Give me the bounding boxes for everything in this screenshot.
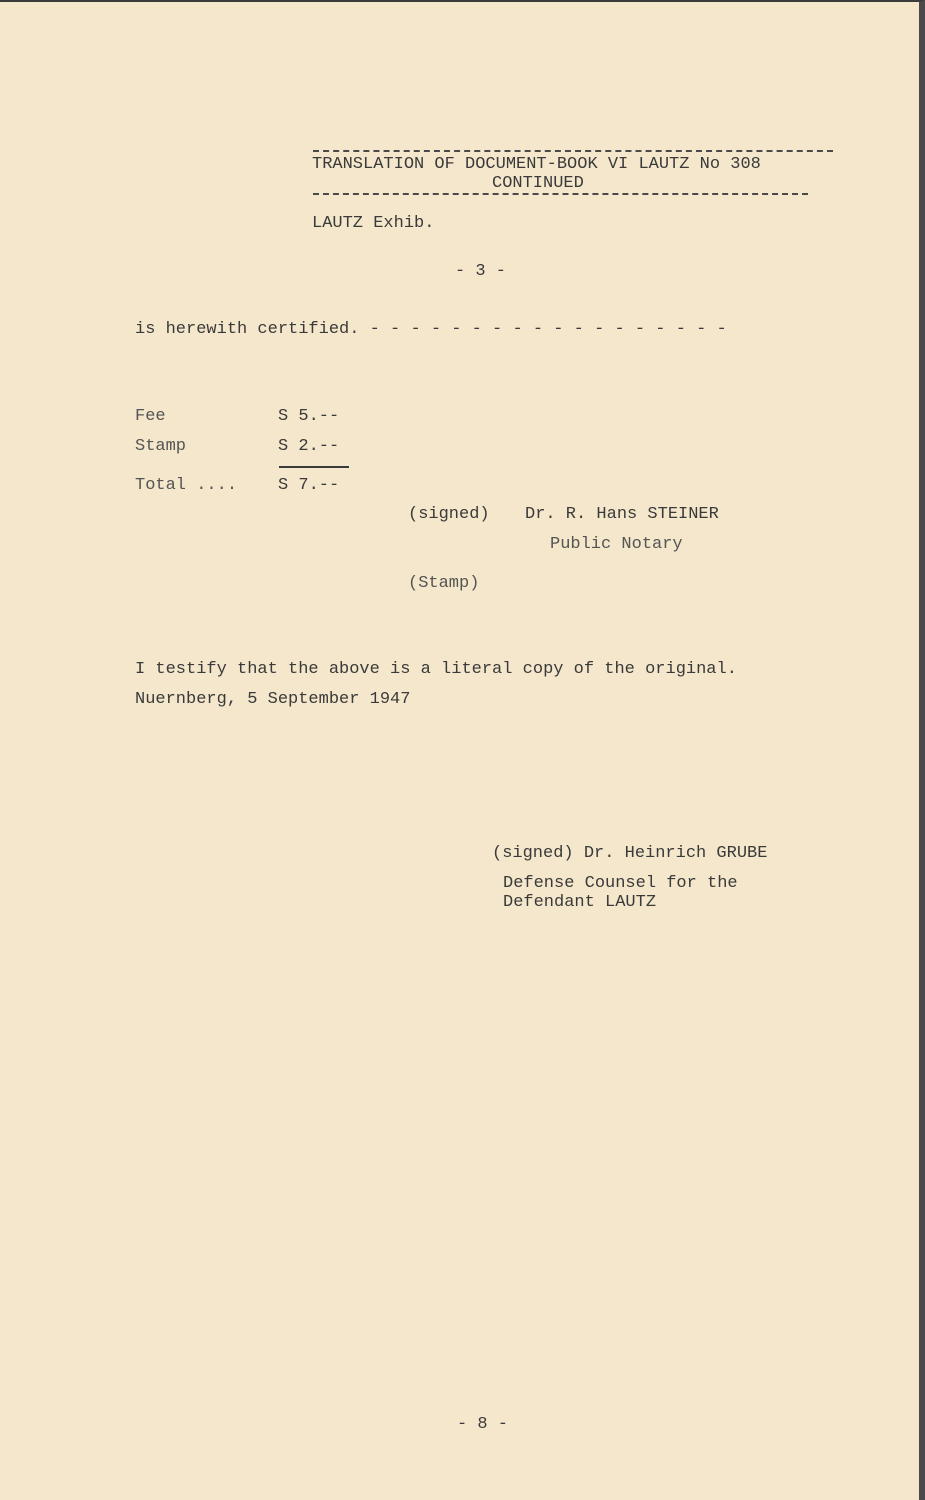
stamp-fee-label: Stamp [135,437,187,456]
exhibit-label: LAUTZ Exhib. [312,214,435,233]
certified-line: is herewith certified. - - - - - - - - - - - - - - - - - - [135,320,727,339]
stamp-fee-amount: S 2.-- [278,437,340,456]
place-date-line: Nuernberg, 5 September 1947 [135,690,411,709]
footer-page-number: - 8 - [457,1415,509,1434]
fee-amount: S 5.-- [278,407,340,426]
notary-signed-prefix: (signed) [408,505,490,524]
header-title-line1: TRANSLATION OF DOCUMENT-BOOK VI LAUTZ No 308 [312,155,761,174]
fee-label: Fee [135,407,166,426]
header-top-rule [313,150,833,152]
testify-line: I testify that the above is a literal copy of the original. [135,660,737,679]
counsel-signed-line: (signed) Dr. Heinrich GRUBE [492,844,768,863]
total-label: Total .... [135,476,238,495]
page-marker: - 3 - [455,262,507,281]
notary-name: Dr. R. Hans STEINER [525,505,719,524]
counsel-role-line2: Defendant LAUTZ [503,893,657,912]
header-bottom-rule [313,193,808,195]
counsel-role-line1: Defense Counsel for the [503,874,738,893]
notary-title: Public Notary [550,535,683,554]
stamp-note: (Stamp) [408,574,480,593]
header-title-line2: CONTINUED [492,174,584,193]
total-rule [279,466,349,468]
total-amount: S 7.-- [278,476,340,495]
